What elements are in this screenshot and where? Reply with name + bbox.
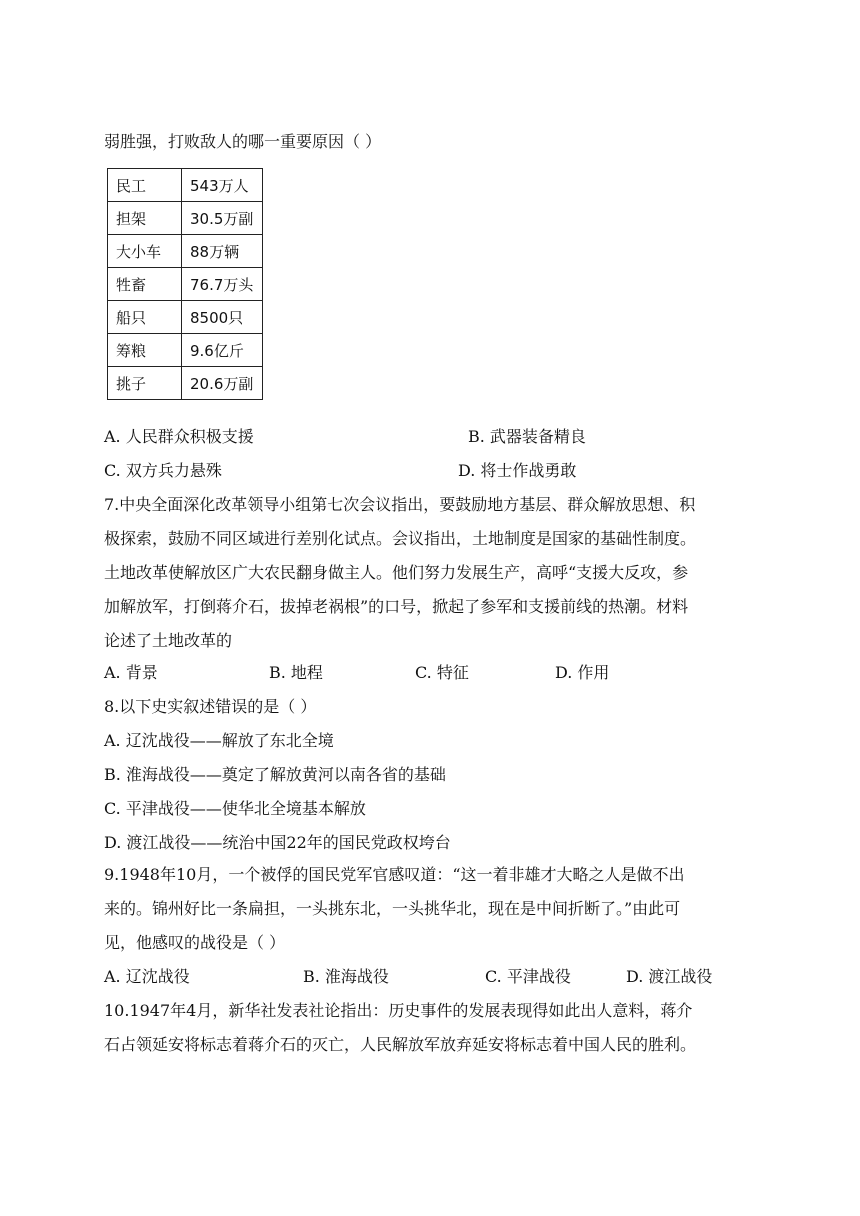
q6-option-d[interactable]: D. 将士作战勇敢 [458,461,577,480]
table-cell-amount: 88万辆 [182,235,263,268]
table-cell-amount: 8500只 [182,301,263,334]
q8-stem: 8.以下史实叙述错误的是（ ） [104,697,317,716]
table-row [108,367,263,400]
q9-option-d[interactable]: D. 渡江战役 [626,967,713,986]
table-cell-amount: 543万人 [182,169,263,202]
q6-option-b[interactable]: B. 武器装备精良 [468,427,586,446]
q7-stem-line: 极探索，鼓励不同区域进行差别化试点。会议指出，土地制度是国家的基础性制度。 [104,529,697,548]
table-cell-item: 担架 [108,202,182,235]
table-cell-item: 挑子 [108,367,182,400]
table-row [108,235,263,268]
table-cell-item: 大小车 [108,235,182,268]
table-row [108,301,263,334]
q10-stem-line: 石占领延安将标志着蒋介石的灭亡，人民解放军放弃延安将标志着中国人民的胜利。 [104,1035,697,1054]
q6-option-c[interactable]: C. 双方兵力悬殊 [104,461,222,480]
table-row [108,334,263,367]
q9-stem-line: 9.1948年10月，一个被俘的国民党军官感叹道：“这一着非雄才大略之人是做不出 [104,865,685,884]
q9-option-a[interactable]: A. 辽沈战役 [104,967,190,986]
q10-stem-line: 10.1947年4月，新华社发表社论指出：历史事件的发展表现得如此出人意料，蒋介 [104,1001,693,1020]
q6-stem-tail: 弱胜强，打败敌人的哪一重要原因（ ） [104,132,382,151]
q7-option-a[interactable]: A. 背景 [104,663,158,682]
table-cell-amount: 30.5万副 [182,202,263,235]
table-cell-item: 筹粮 [108,334,182,367]
table-cell-item: 民工 [108,169,182,202]
table-cell-amount: 9.6亿斤 [182,334,263,367]
table-row [108,268,263,301]
q6-option-a[interactable]: A. 人民群众积极支援 [104,427,254,446]
q8-option-c[interactable]: C. 平津战役——使华北全境基本解放 [104,799,366,818]
table-row [108,202,263,235]
table-cell-item: 船只 [108,301,182,334]
table-row [108,169,263,202]
q9-option-b[interactable]: B. 淮海战役 [303,967,389,986]
q7-stem-line: 土地改革使解放区广大农民翻身做主人。他们努力发展生产，高呼“支援大反攻，参 [104,563,689,582]
support-statistics-table [107,168,263,400]
table-cell-amount: 76.7万头 [182,268,263,301]
q8-option-b[interactable]: B. 淮海战役——奠定了解放黄河以南各省的基础 [104,765,446,784]
q8-option-a[interactable]: A. 辽沈战役——解放了东北全境 [104,731,334,750]
q7-option-c[interactable]: C. 特征 [415,663,469,682]
table-cell-item: 牲畜 [108,268,182,301]
q8-option-d[interactable]: D. 渡江战役——统治中国22年的国民党政权垮台 [104,833,451,852]
q7-stem-line: 7.中央全面深化改革领导小组第七次会议指出，要鼓励地方基层、群众解放思想、积 [104,495,696,514]
q9-stem-line: 来的。锦州好比一条扁担，一头挑东北，一头挑华北，现在是中间折断了。”由此可 [104,899,681,918]
q9-option-c[interactable]: C. 平津战役 [485,967,571,986]
q7-stem-line: 加解放军，打倒蒋介石，拔掉老祸根”的口号，掀起了参军和支援前线的热潮。材料 [104,597,689,616]
q7-stem-line: 论述了土地改革的 [104,631,233,650]
q7-option-b[interactable]: B. 地程 [269,663,323,682]
q7-option-d[interactable]: D. 作用 [555,663,610,682]
q9-stem-line: 见，他感叹的战役是（ ） [104,933,286,952]
table-cell-amount: 20.6万副 [182,367,263,400]
